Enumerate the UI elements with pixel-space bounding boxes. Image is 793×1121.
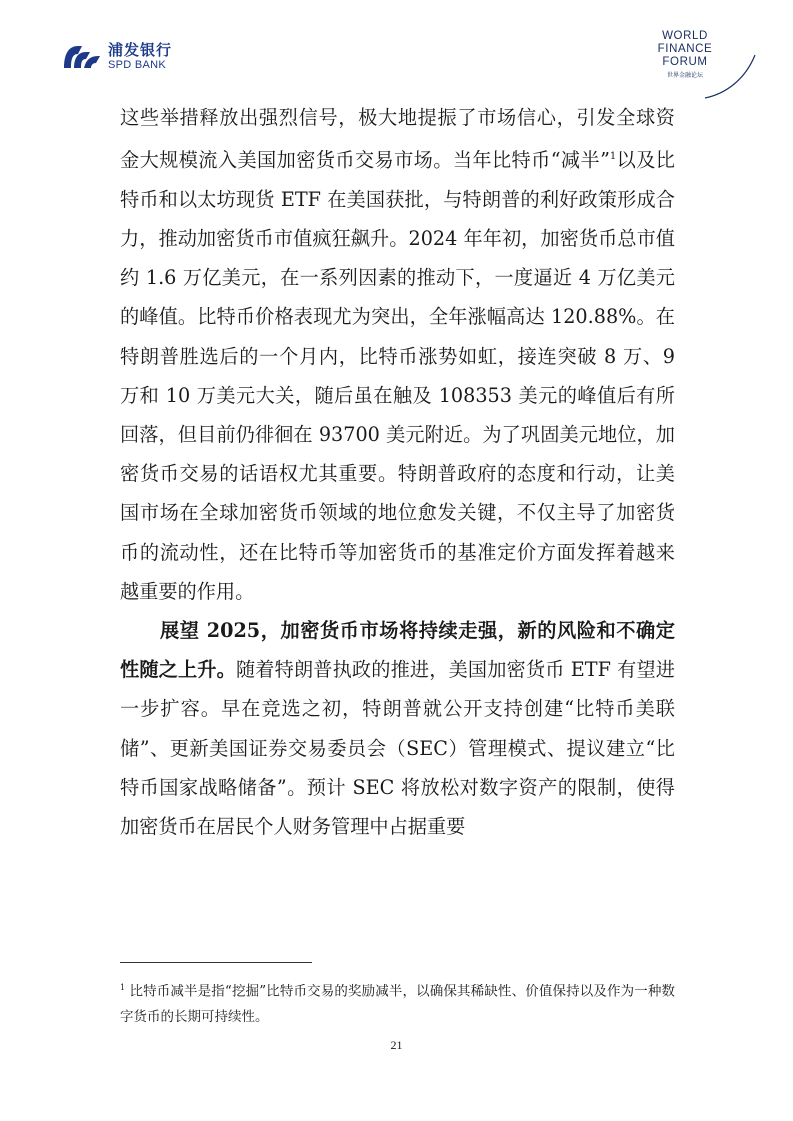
paragraph-2-text: 随着特朗普执政的推进，美国加密货币 ETF 有望进一步扩容。早在竞选之初，特朗普就公开支持创建“比特币美联储”、更新美国证券交易委员会（SEC）管理模式、提议建立“比特币国家战略储备”。预计 SEC 将放松对数字资产的限制，使得加密货币在居民个人财务管理中占据重要 [120,658,675,839]
paragraph-2-lead: 展望 2025，加密货币市场将持续走强，新的风险和不确定性随之上升。 [120,619,675,682]
forum-swoosh-icon [700,50,760,100]
world-finance-forum-logo [640,30,760,90]
forum-name-cn: 世界金融论坛 [666,72,703,79]
paragraph-1-continued: 以及比特币和以太坊现货 ETF 在美国获批，与特朗普的利好政策形成合力，推动加密货币市值疯狂飙升。2024 年年初，加密货币总市值约 1.6 万亿美元，在一系列因素的推动下，一度逼近 4 万亿美元的峰值。比特币价格表现尤为突出，全年涨幅高达 120.88%。在特朗普胜选后的一个月内，比特币涨势如虹，接连突破 8 万、9 万和 10 万美元大关，随后虽在触及 108353 美元的峰值后有所回落，但目前仍徘徊在 93700 美元附近。为了巩固美元地位，加密货币交易的话语权尤其重要。特朗普政府的态度和行动，让美国市场在全球加密货币领域的地位愈发关键，不仅主导了加密货币的流动性，还在比特币等加密货币的基准定价方面发挥着越来越重要的作用。 [120,148,675,603]
spd-bank-logo [60,42,172,72]
page-header [0,0,793,95]
forum-line-1: WORLD [662,30,708,42]
spd-logo-icon [60,42,102,72]
footnote-marker: 1 [120,983,126,992]
footnote-text: 比特币减半是指“挖掘”比特币交易的奖励减半，以确保其稀缺性、价值保持以及作为一种数字货币的长期可持续性。 [120,983,675,1025]
main-content [120,98,675,846]
footnote-divider [120,962,312,963]
page-number: 21 [390,1038,403,1052]
bank-name-cn: 浦发银行 [108,41,173,59]
footnote [120,975,675,1030]
forum-line-3: FORUM [662,56,708,68]
bank-name-en: SPD BANK [108,59,167,71]
paragraph-1 [120,98,675,611]
paragraph-1-text: 这些举措释放出强烈信号，极大地提振了市场信心，引发全球资金大规模流入美国加密货币交易市场。当年比特币“减半” [120,106,675,172]
paragraph-2 [120,611,675,846]
footnote-ref[interactable]: 1 [609,151,617,163]
forum-line-2: FINANCE [657,43,713,55]
